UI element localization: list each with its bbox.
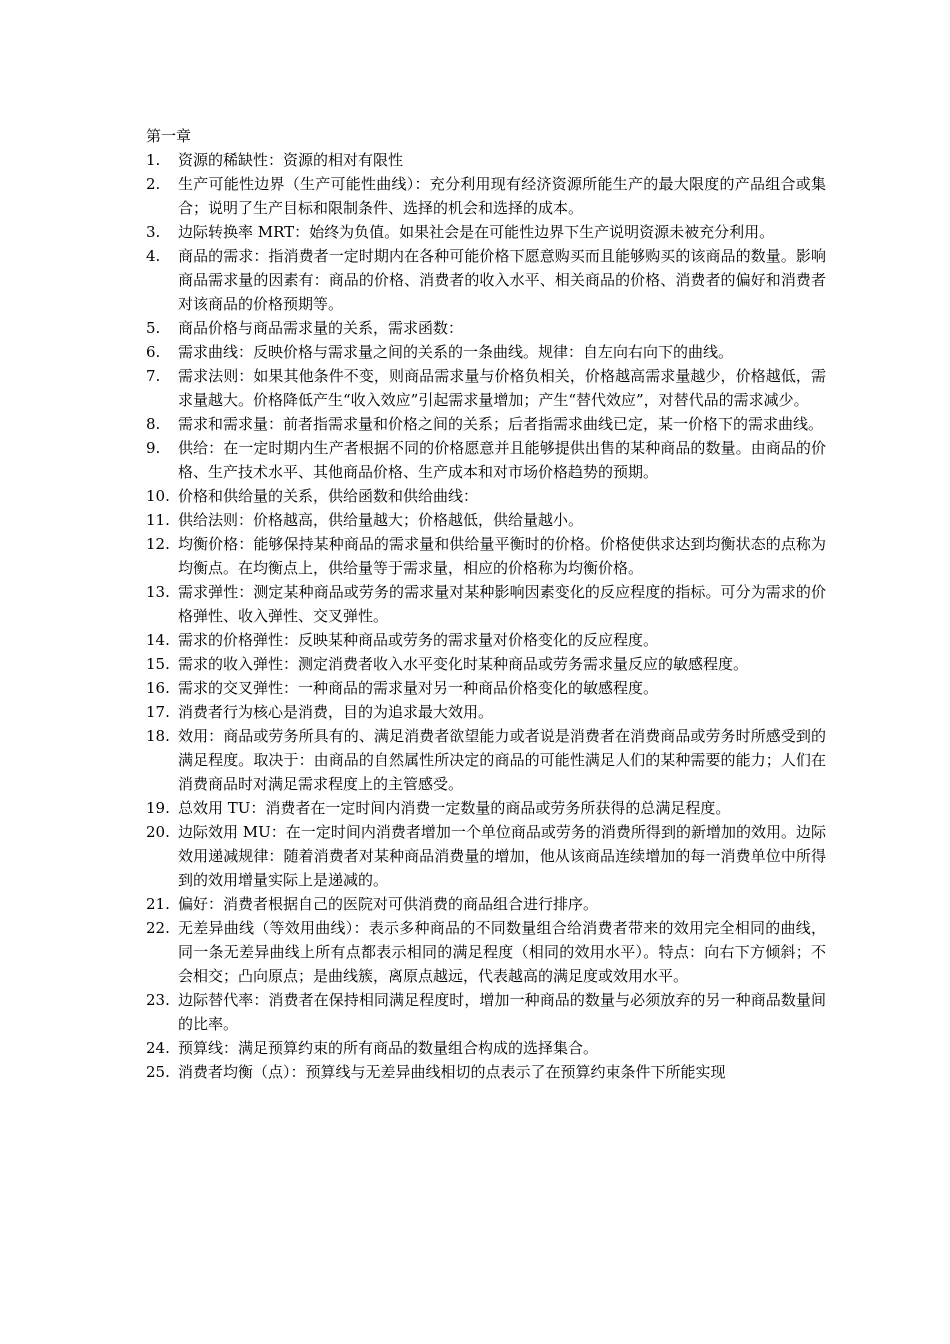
list-item (146, 532, 826, 580)
list-item (146, 364, 826, 412)
list-item (146, 508, 826, 532)
list-item-number: 11. (146, 511, 170, 529)
list-item-number: 4. (146, 247, 161, 265)
list-item-text: 边际转换率 MRT：始终为负值。如果社会是在可能性边界下生产说明资源未被充分利用。 (178, 223, 775, 241)
list-item-text: 供给法则：价格越高，供给量越大；价格越低，供给量越小。 (178, 511, 584, 529)
list-item-number: 9. (146, 439, 161, 457)
list-item-number: 19. (146, 799, 170, 817)
list-item-text: 边际替代率：消费者在保持相同满足程度时，增加一种商品的数量与必须放弃的另一种商品数量间的比率。 (178, 991, 826, 1033)
list-item-number: 15. (146, 655, 170, 673)
list-item-text: 消费者均衡（点）：预算线与无差异曲线相切的点表示了在预算约束条件下所能实现 (178, 1063, 726, 1081)
list-item-number: 13. (146, 583, 170, 601)
list-item-text: 无差异曲线（等效用曲线）：表示多种商品的不同数量组合给消费者带来的效用完全相同的曲线，同一条无差异曲线上所有点都表示相同的满足程度（相同的效用水平）。特点：向右下方倾斜；不会相交；凸向原点；是曲线簇，离原点越远，代表越高的满足度或效用水平。 (178, 919, 826, 985)
list-item-text: 商品的需求：指消费者一定时期内在各种可能价格下愿意购买而且能够购买的该商品的数量。影响商品需求量的因素有：商品的价格、消费者的收入水平、相关商品的价格、消费者的偏好和消费者对该商品的价格预期等。 (178, 247, 826, 313)
list-item (146, 1036, 826, 1060)
list-item-number: 25. (146, 1063, 170, 1081)
list-item-text: 总效用 TU：消费者在一定时间内消费一定数量的商品或劳务所获得的总满足程度。 (178, 799, 731, 817)
list-item-number: 23. (146, 991, 170, 1009)
list-item-text: 商品价格与商品需求量的关系，需求函数： (178, 319, 464, 337)
list-item (146, 412, 826, 436)
list-item (146, 916, 826, 988)
list-item (146, 340, 826, 364)
list-item-text: 边际效用 MU：在一定时间内消费者增加一个单位商品或劳务的消费所得到的新增加的效用。边际效用递减规律：随着消费者对某种商品消费量的增加，他从该商品连续增加的每一消费单位中所得到的效用增量实际上是递减的。 (178, 823, 826, 889)
list-item-text: 需求法则：如果其他条件不变，则商品需求量与价格负相关，价格越高需求量越少，价格越低，需求量越大。价格降低产生“收入效应”引起需求量增加；产生“替代效应”，对替代品的需求减少。 (178, 367, 826, 409)
list-item-text: 需求和需求量：前者指需求量和价格之间的关系；后者指需求曲线已定，某一价格下的需求曲线。 (178, 415, 824, 433)
list-item-number: 14. (146, 631, 170, 649)
list-item-text: 价格和供给量的关系，供给函数和供给曲线： (178, 487, 479, 505)
list-item (146, 484, 826, 508)
list-item-number: 17. (146, 703, 170, 721)
list-item-number: 20. (146, 823, 170, 841)
list-item-text: 均衡价格：能够保持某种商品的需求量和供给量平衡时的价格。价格使供求达到均衡状态的点称为均衡点。在均衡点上，供给量等于需求量，相应的价格称为均衡价格。 (178, 535, 826, 577)
list-item-text: 预算线：满足预算约束的所有商品的数量组合构成的选择集合。 (178, 1039, 599, 1057)
document-body (146, 124, 826, 1084)
list-item-number: 2. (146, 175, 161, 193)
list-item-number: 5. (146, 319, 161, 337)
list-item (146, 892, 826, 916)
list-item-text: 需求弹性：测定某种商品或劳务的需求量对某种影响因素变化的反应程度的指标。可分为需求的价格弹性、收入弹性、交叉弹性。 (178, 583, 826, 625)
list-item (146, 652, 826, 676)
list-item-text: 偏好：消费者根据自己的医院对可供消费的商品组合进行排序。 (178, 895, 599, 913)
list-item (146, 820, 826, 892)
list-item (146, 988, 826, 1036)
list-item (146, 316, 826, 340)
list-item-text: 消费者行为核心是消费，目的为追求最大效用。 (178, 703, 494, 721)
list-item (146, 220, 826, 244)
list-item-text: 资源的稀缺性：资源的相对有限性 (178, 151, 404, 169)
list-item-number: 7. (146, 367, 161, 385)
list-item-text: 效用：商品或劳务所具有的、满足消费者欲望能力或者说是消费者在消费商品或劳务时所感受到的满足程度。取决于：由商品的自然属性所决定的商品的可能性满足人们的某种需要的能力；人们在消费商品时对满足需求程度上的主管感受。 (178, 727, 826, 793)
list-item-number: 24. (146, 1039, 170, 1057)
list-item (146, 796, 826, 820)
list-item (146, 700, 826, 724)
list-item-number: 8. (146, 415, 161, 433)
list-item (146, 1060, 826, 1084)
list-item-number: 1. (146, 151, 161, 169)
list-item-number: 16. (146, 679, 170, 697)
list-item-number: 12. (146, 535, 170, 553)
list-item-text: 生产可能性边界（生产可能性曲线）：充分利用现有经济资源所能生产的最大限度的产品组合或集合；说明了生产目标和限制条件、选择的机会和选择的成本。 (178, 175, 826, 217)
list-item (146, 148, 826, 172)
list-item-text: 需求的收入弹性：测定消费者收入水平变化时某种商品或劳务需求量反应的敏感程度。 (178, 655, 749, 673)
definition-list (146, 148, 826, 1084)
list-item (146, 628, 826, 652)
list-item-number: 3. (146, 223, 161, 241)
list-item-number: 6. (146, 343, 161, 361)
list-item-text: 需求的价格弹性：反映某种商品或劳务的需求量对价格变化的反应程度。 (178, 631, 659, 649)
list-item (146, 724, 826, 796)
list-item-number: 22. (146, 919, 170, 937)
list-item (146, 172, 826, 220)
list-item-text: 供给：在一定时期内生产者根据不同的价格愿意并且能够提供出售的某种商品的数量。由商品的价格、生产技术水平、其他商品价格、生产成本和对市场价格趋势的预期。 (178, 439, 826, 481)
list-item-number: 10. (146, 487, 170, 505)
list-item (146, 676, 826, 700)
list-item (146, 244, 826, 316)
list-item (146, 436, 826, 484)
list-item-text: 需求的交叉弹性：一种商品的需求量对另一种商品价格变化的敏感程度。 (178, 679, 659, 697)
list-item-number: 18. (146, 727, 170, 745)
list-item-number: 21. (146, 895, 170, 913)
chapter-title: 第一章 (146, 127, 192, 145)
list-item-text: 需求曲线：反映价格与需求量之间的关系的一条曲线。规律：自左向右向下的曲线。 (178, 343, 734, 361)
list-item (146, 580, 826, 628)
